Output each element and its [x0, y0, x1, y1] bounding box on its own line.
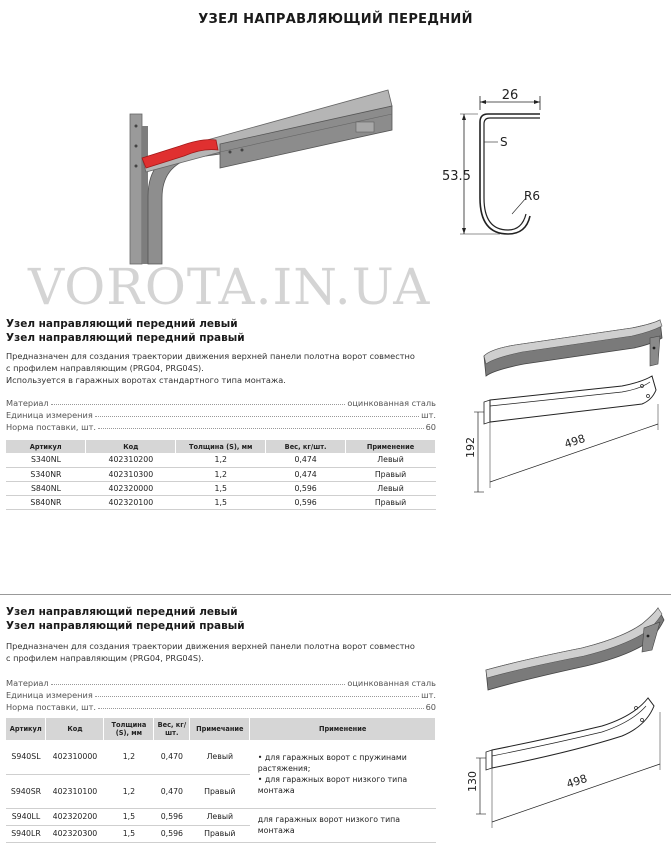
table-header-row [6, 440, 436, 453]
dim-width: 26 [501, 88, 519, 103]
cell: 402310000 [46, 740, 104, 774]
prop-label: Единица измерения [6, 690, 93, 700]
section1-desc-1: Предназначен для создания траектории движения верхней панели полотна ворот совместно [6, 351, 415, 361]
cell: 402320200 [46, 808, 104, 825]
prop-value: оцинкованная сталь [347, 398, 436, 408]
cell: 402310300 [86, 467, 176, 481]
table-row [6, 495, 436, 509]
section2-part-render [482, 604, 668, 696]
cell: Правый [190, 825, 250, 842]
cell: Левый [346, 453, 436, 467]
col-header: Код [86, 440, 176, 453]
cell: 0,596 [266, 495, 346, 509]
prop-label: Материал [6, 398, 49, 408]
col-header: Вес, кг/шт. [266, 440, 346, 453]
section1-dim-length: 498 [562, 432, 587, 451]
section1-prop-unit [6, 408, 436, 420]
dim-thickness: S [500, 135, 508, 149]
cell: 402320100 [86, 495, 176, 509]
cell: 0,470 [154, 774, 190, 808]
page-title: УЗЕЛ НАПРАВЛЯЮЩИЙ ПЕРЕДНИЙ [198, 12, 473, 27]
table-row [6, 740, 436, 774]
cell: 0,596 [154, 825, 190, 842]
cell: S940LR [6, 825, 46, 842]
cell: S340NL [6, 453, 86, 467]
cell: 0,596 [266, 481, 346, 495]
section2-technical-drawing [462, 688, 668, 838]
cell: 402320300 [46, 825, 104, 842]
col-header: Примечание [190, 718, 250, 740]
cell: 1,5 [104, 808, 154, 825]
section2-title-left: Узел направляющий передний левый [6, 606, 238, 618]
col-header: Толщина (S), мм [176, 440, 266, 453]
watermark: VOROTA.IN.UA [28, 258, 431, 316]
section1-title-left: Узел направляющий передний левый [6, 318, 238, 330]
prop-value: 60 [425, 422, 436, 432]
section2-dim-length: 498 [564, 772, 589, 791]
prop-value: шт. [421, 410, 436, 420]
cell: 1,5 [176, 481, 266, 495]
cell: S940LL [6, 808, 46, 825]
section1-prop-supply [6, 420, 436, 432]
table-row [6, 467, 436, 481]
section1-spec-table [6, 440, 436, 510]
application-item: • для гаражных ворот низкого типа монтажа [257, 774, 408, 795]
section2-dim-height: 130 [466, 771, 479, 792]
cell: S940SR [6, 774, 46, 808]
cell: Правый [190, 774, 250, 808]
table-row [6, 481, 436, 495]
section2-prop-unit [6, 688, 436, 700]
cell: 0,474 [266, 467, 346, 481]
application-item: • для гаражных ворот с пружинами растяжения; [257, 752, 407, 773]
cell: S340NR [6, 467, 86, 481]
section2-prop-supply [6, 700, 436, 712]
cell-application [250, 740, 436, 808]
cell: S840NL [6, 481, 86, 495]
cell: 0,470 [154, 740, 190, 774]
cell: 1,2 [176, 453, 266, 467]
assembly-illustration [120, 86, 400, 266]
table-header-row [6, 718, 436, 740]
cell: 0,474 [266, 453, 346, 467]
col-header: Артикул [6, 718, 46, 740]
section1-desc-3: Используется в гаражных воротах стандартного типа монтажа. [6, 375, 286, 385]
cell: 402320000 [86, 481, 176, 495]
col-header: Код [46, 718, 104, 740]
cell: S940SL [6, 740, 46, 774]
prop-label: Материал [6, 678, 49, 688]
cell: 0,596 [154, 808, 190, 825]
section1-technical-drawing [462, 372, 668, 502]
cell: 1,5 [176, 495, 266, 509]
col-header: Применение [250, 718, 436, 740]
prop-label: Норма поставки, шт. [6, 422, 96, 432]
section1-prop-material [6, 396, 436, 408]
section1-title-right: Узел направляющий передний правый [6, 332, 245, 344]
dim-height: 53.5 [442, 169, 471, 184]
cell: Левый [190, 808, 250, 825]
cell: Левый [346, 481, 436, 495]
col-header: Толщина (S), мм [104, 718, 154, 740]
col-header: Вес, кг/шт. [154, 718, 190, 740]
prop-value: шт. [421, 690, 436, 700]
cell: 402310200 [86, 453, 176, 467]
profile-section-drawing [440, 88, 560, 248]
cell: 1,2 [104, 774, 154, 808]
section2-desc-1: Предназначен для создания траектории движения верхней панели полотна ворот совместно [6, 641, 415, 651]
dim-radius: R6 [524, 189, 540, 203]
section1-dim-height: 192 [464, 437, 477, 458]
section1-desc-2: с профилем направляющим (PRG04, PRG04S). [6, 363, 204, 373]
cell: 1,5 [104, 825, 154, 842]
cell: 1,2 [104, 740, 154, 774]
cell: Правый [346, 467, 436, 481]
section2-spec-table [6, 718, 436, 843]
table-row [6, 453, 436, 467]
col-header: Артикул [6, 440, 86, 453]
section-divider [0, 594, 671, 595]
prop-label: Единица измерения [6, 410, 93, 420]
cell: 402310100 [46, 774, 104, 808]
cell: Правый [346, 495, 436, 509]
cell: S840NR [6, 495, 86, 509]
cell: 1,2 [176, 467, 266, 481]
table-row [6, 808, 436, 825]
section2-prop-material [6, 676, 436, 688]
prop-value: оцинкованная сталь [347, 678, 436, 688]
cell: Левый [190, 740, 250, 774]
col-header: Применение [346, 440, 436, 453]
section2-desc-2: с профилем направляющим (PRG04, PRG04S). [6, 653, 204, 663]
prop-value: 60 [425, 702, 436, 712]
cell-application: для гаражных ворот низкого типа монтажа [250, 808, 436, 842]
section2-title-right: Узел направляющий передний правый [6, 620, 245, 632]
prop-label: Норма поставки, шт. [6, 702, 96, 712]
